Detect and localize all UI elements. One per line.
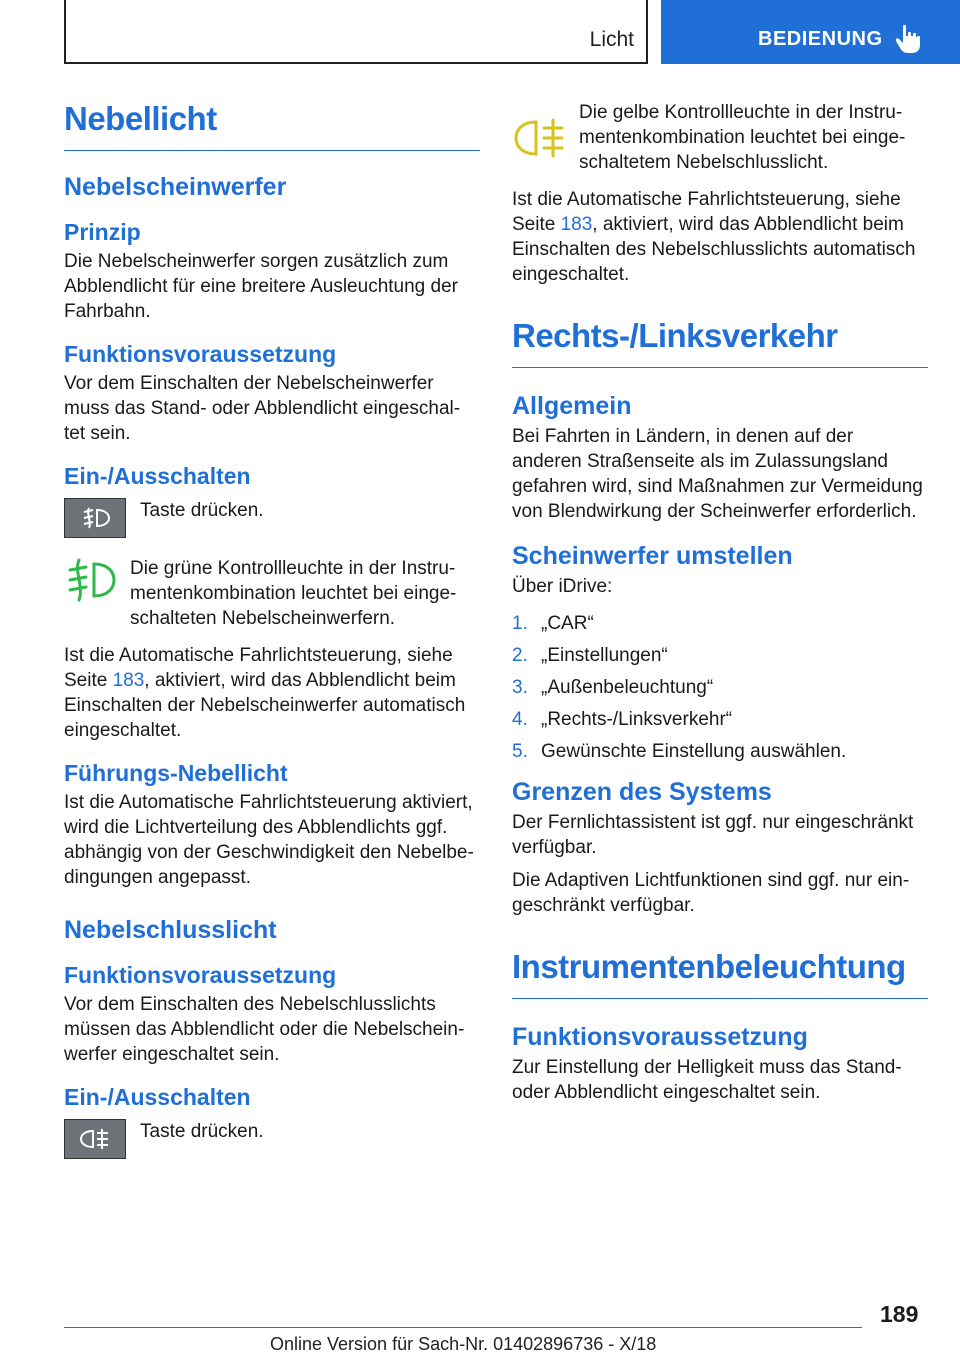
green-fog-indicator-icon — [64, 556, 120, 604]
heading-fuehrungs-nebellicht: Führungs-Nebellicht — [64, 760, 288, 786]
footer-online-version: Online Version für Sach-Nr. 01402896736 - X/18 — [270, 1334, 657, 1354]
rear-fog-button-row — [64, 1119, 480, 1159]
list-item: 3. „Außenbeleuchtung“ — [512, 677, 714, 698]
heading-scheinwerfer-umstellen: Scheinwerfer umstellen — [512, 542, 793, 570]
front-fog-button-icon — [64, 498, 126, 538]
heading-instrumentenbeleuchtung: Instrumentenbeleuchtung — [512, 948, 928, 999]
heading-nebelschlusslicht: Nebelschlusslicht — [64, 916, 277, 944]
list-item: 2. „Einstellungen“ — [512, 645, 668, 666]
header-chapter-label: BEDIENUNG — [758, 28, 883, 50]
page-number: 189 — [880, 1301, 919, 1327]
heading-funktionsvoraussetzung-rear: Funktionsvoraussetzung — [64, 962, 337, 988]
heading-allgemein: Allgemein — [512, 392, 632, 420]
heading-rechts-linksverkehr: Rechts-/Linksverkehr — [512, 317, 928, 368]
text-ueber-idrive: Über iDrive: — [512, 576, 613, 597]
text-taste-druecken-front: Taste drücken. — [140, 500, 264, 521]
list-item: 1. „CAR“ — [512, 613, 594, 634]
text-funktionsvoraussetzung-front: Vor dem Einschalten der Nebelscheinwerfer muss das Stand- oder Abblendlicht eingeschal-tet sein. — [64, 373, 461, 444]
footer-divider — [64, 1327, 862, 1328]
text-funktionsvoraussetzung-instrument: Zur Einstellung der Helligkeit muss das Stand- oder Abblendlicht eingeschaltet sein. — [512, 1057, 902, 1103]
header-chapter-tab — [661, 0, 960, 64]
list-item: 5. Gewünschte Einstellung auswählen. — [512, 741, 847, 762]
heading-ein-ausschalten-front: Ein-/Ausschalten — [64, 463, 251, 489]
heading-nebelscheinwerfer: Nebelscheinwerfer — [64, 173, 287, 201]
rear-fog-indicator-row — [512, 100, 928, 175]
left-column — [64, 100, 480, 1159]
text-automatik-front: Ist die Automatische Fahrlichtsteuerung, siehe Seite 183, aktiviert, wird das Abblendlicht beim Einschalten der Nebelscheinwerfer automatisch eingeschaltet. — [64, 645, 466, 741]
text-grenzen-2: Die Adaptiven Lichtfunktionen sind ggf. nur ein-geschränkt verfügbar. — [512, 870, 910, 916]
front-fog-button-row — [64, 498, 480, 538]
text-grenzen-1: Der Fernlichtassistent ist ggf. nur eingeschränkt verfügbar. — [512, 812, 914, 858]
heading-nebellicht: Nebellicht — [64, 100, 480, 151]
hand-pointer-icon — [895, 24, 923, 54]
list-item: 4. „Rechts-/Linksverkehr“ — [512, 709, 733, 730]
front-fog-indicator-row — [64, 556, 480, 631]
text-automatik-rear: Ist die Automatische Fahrlichtsteuerung, siehe Seite 183, aktiviert, wird das Abblendlicht beim Einschalten des Nebelschlusslichts automatisch eingeschaltet. — [512, 189, 916, 285]
text-prinzip: Die Nebelscheinwerfer sorgen zusätzlich zum Abblendlicht für eine breitere Ausleuchtung der Fahrbahn. — [64, 251, 458, 322]
text-gruene-kontrollleuchte: Die grüne Kontrollleuchte in der Instru-mentenkombination leuchtet bei einge-schalteten Nebelscheinwerfern. — [130, 558, 457, 629]
text-fuehrungs-nebellicht: Ist die Automatische Fahrlichtsteuerung aktiviert, wird die Lichtverteilung des Abblendlichts ggf. abhängig von der Geschwindigkeit den Nebelbe-dingungen angepasst. — [64, 792, 474, 888]
heading-funktionsvoraussetzung-front: Funktionsvoraussetzung — [64, 341, 337, 367]
heading-prinzip: Prinzip — [64, 219, 141, 245]
text-funktionsvoraussetzung-rear: Vor dem Einschalten des Nebelschlusslichts müssen das Abblendlicht oder die Nebelschein-werfer eingeschaltet sein. — [64, 994, 465, 1065]
page-link-183-rear[interactable]: 183 — [560, 214, 593, 235]
heading-funktionsvoraussetzung-instrument: Funktionsvoraussetzung — [512, 1023, 808, 1051]
heading-ein-ausschalten-rear: Ein-/Ausschalten — [64, 1084, 251, 1110]
header-section-box — [64, 0, 648, 64]
text-taste-druecken-rear: Taste drücken. — [140, 1121, 264, 1142]
header-section-label: Licht — [589, 28, 634, 51]
yellow-fog-indicator-icon — [512, 114, 568, 162]
heading-grenzen-des-systems: Grenzen des Systems — [512, 778, 772, 806]
text-allgemein: Bei Fahrten in Ländern, in denen auf der anderen Straßenseite als im Zulassungsland gefahren wird, sind Maßnahmen zur Vermeidung von Blendwirkung der Scheinwerfer erforderlich. — [512, 426, 923, 522]
right-column — [512, 100, 928, 1105]
steps-list — [512, 611, 928, 764]
page-link-183-front[interactable]: 183 — [112, 670, 145, 691]
text-gelbe-kontrollleuchte: Die gelbe Kontrollleuchte in der Instru-mentenkombination leuchtet bei einge-schaltetem Nebelschlusslicht. — [579, 102, 906, 173]
rear-fog-button-icon — [64, 1119, 126, 1159]
